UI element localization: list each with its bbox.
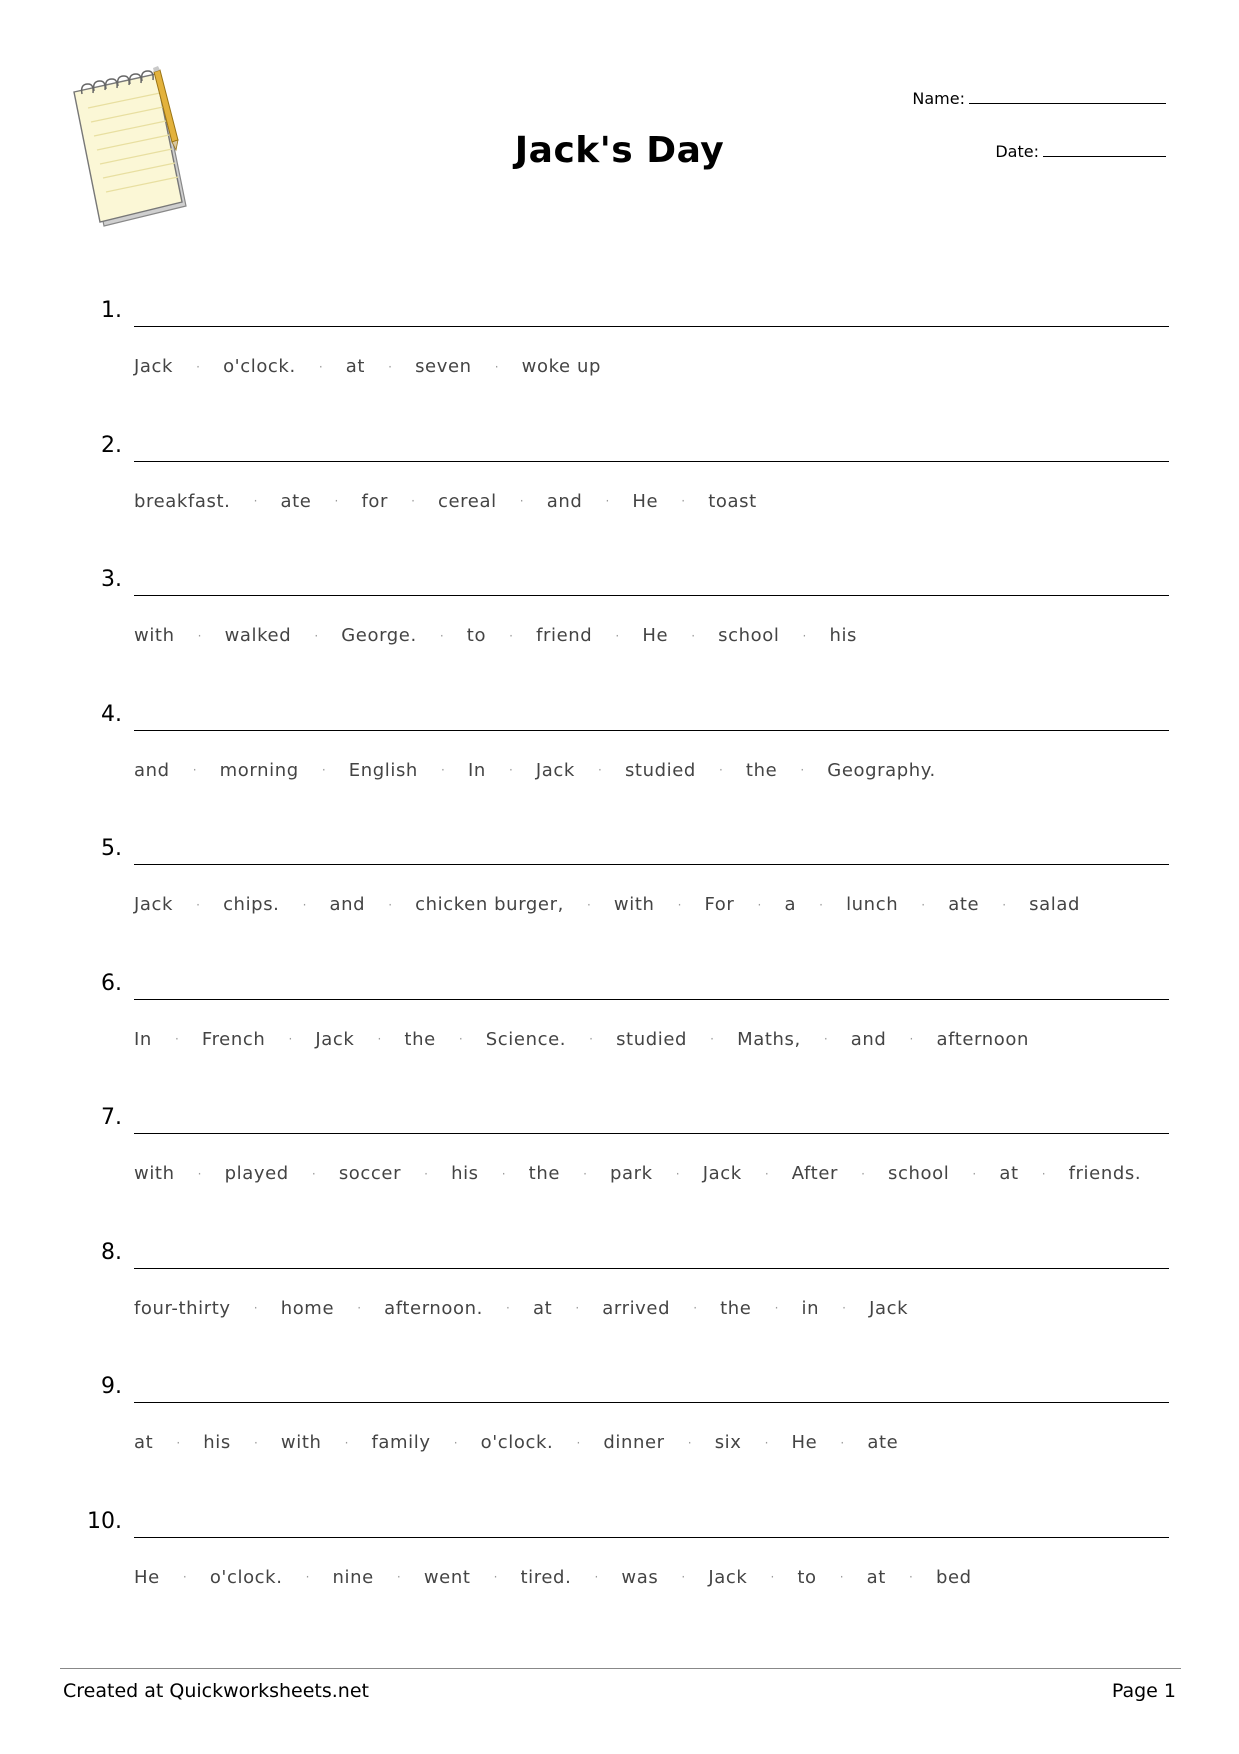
word-separator: · [586, 897, 591, 912]
word-separator: · [318, 359, 323, 374]
word-tile: nine [332, 1566, 374, 1588]
word-tile: family [371, 1432, 431, 1453]
word-separator: · [192, 763, 197, 777]
word-tile: park [610, 1163, 653, 1184]
date-blank[interactable] [1043, 142, 1166, 157]
word-separator: · [1002, 897, 1007, 912]
word-tile: George. [341, 625, 417, 646]
word-separator: · [802, 628, 807, 643]
word-separator: · [182, 1570, 187, 1584]
word-separator: · [861, 1166, 865, 1181]
word-tile: Jack [708, 1566, 748, 1588]
word-tile: for [361, 490, 389, 512]
word-tile: friends. [1068, 1163, 1142, 1184]
word-separator: · [819, 897, 823, 912]
word-tile: with [280, 1432, 322, 1453]
word-tile: For [704, 894, 735, 915]
question-number: 8. [101, 1239, 122, 1265]
answer-line[interactable] [134, 326, 1169, 327]
word-tile: and [850, 1028, 887, 1050]
word-tile: arrived [602, 1297, 671, 1319]
word-separator: · [823, 1032, 828, 1046]
word-separator: · [719, 763, 723, 777]
word-tile: toast [708, 490, 757, 512]
word-separator: · [921, 897, 926, 912]
word-tile: with [134, 625, 175, 646]
answer-line[interactable] [134, 1133, 1169, 1134]
word-separator: · [388, 359, 392, 374]
word-tile: English [348, 759, 418, 781]
scrambled-words [134, 1567, 972, 1588]
word-separator: · [288, 1032, 293, 1046]
question-item [0, 970, 1239, 1107]
word-tile: and [329, 894, 366, 915]
page-number: Page 1 [1111, 1680, 1176, 1702]
word-separator: · [519, 494, 524, 508]
word-separator: · [506, 1301, 510, 1315]
question-item [0, 1107, 1239, 1241]
word-separator: · [605, 494, 610, 508]
word-separator: · [909, 1570, 913, 1584]
word-tile: at [532, 1297, 553, 1319]
scrambled-words [134, 1163, 1141, 1184]
word-tile: Jack [869, 1297, 909, 1319]
word-separator: · [305, 1570, 310, 1584]
word-tile: the [404, 1028, 436, 1050]
word-tile: seven [415, 356, 472, 377]
answer-line[interactable] [134, 730, 1169, 731]
word-tile: at [999, 1163, 1019, 1184]
word-separator: · [197, 1166, 202, 1181]
word-separator: · [757, 897, 762, 912]
word-tile: to [797, 1566, 817, 1588]
question-number: 3. [101, 567, 122, 592]
word-tile: tired. [520, 1566, 572, 1588]
word-tile: Jack [134, 356, 174, 377]
word-tile: Jack [315, 1028, 355, 1050]
question-item [0, 432, 1239, 569]
word-tile: He [632, 490, 659, 512]
word-tile: He [642, 625, 669, 646]
word-separator: · [377, 1032, 382, 1046]
word-separator: · [411, 494, 415, 508]
question-number: 7. [101, 1105, 122, 1130]
word-tile: to [466, 625, 487, 646]
question-number: 9. [101, 1374, 122, 1399]
question-item [0, 1239, 1239, 1376]
word-tile: friend [536, 625, 593, 646]
question-number: 1. [101, 298, 122, 323]
word-tile: six [714, 1432, 742, 1453]
scrambled-words [134, 356, 601, 377]
word-tile: studied [616, 1028, 688, 1050]
word-separator: · [197, 628, 202, 643]
answer-line[interactable] [134, 1268, 1169, 1269]
word-tile: After [791, 1163, 838, 1184]
word-tile: his [451, 1163, 479, 1184]
word-separator: · [453, 1435, 458, 1450]
word-separator: · [677, 897, 682, 912]
word-tile: Science. [485, 1028, 567, 1050]
word-tile: ate [280, 490, 312, 512]
word-separator: · [439, 628, 444, 643]
word-separator: · [764, 1435, 769, 1450]
date-field[interactable] [995, 142, 1166, 161]
word-tile: morning [219, 759, 299, 781]
question-number: 6. [101, 970, 122, 996]
word-tile: in [801, 1297, 820, 1319]
footer-divider [60, 1668, 1181, 1669]
question-number: 5. [101, 836, 122, 861]
question-item [0, 1508, 1239, 1645]
word-separator: · [176, 1435, 181, 1450]
word-separator: · [693, 1301, 698, 1315]
word-tile: Geography. [827, 759, 936, 781]
word-separator: · [388, 897, 393, 912]
word-separator: · [691, 628, 696, 643]
question-number: 2. [101, 432, 122, 458]
word-separator: · [575, 1301, 580, 1315]
word-separator: · [909, 1032, 914, 1046]
word-separator: · [494, 359, 499, 374]
name-field[interactable] [912, 89, 1166, 108]
word-separator: · [501, 1166, 506, 1181]
word-tile: with [613, 894, 655, 915]
word-tile: breakfast. [134, 490, 231, 512]
word-tile: played [224, 1163, 289, 1184]
scrambled-words [134, 894, 1080, 915]
question-item [0, 701, 1239, 838]
word-tile: and [546, 490, 583, 512]
word-separator: · [594, 1570, 599, 1584]
word-tile: Maths, [737, 1028, 801, 1050]
word-tile: home [280, 1297, 335, 1319]
word-separator: · [458, 1032, 463, 1046]
word-separator: · [681, 1570, 686, 1584]
word-tile: at [866, 1566, 886, 1588]
question-item [0, 300, 1239, 434]
word-tile: French [201, 1028, 266, 1050]
word-tile: the [528, 1163, 561, 1184]
word-separator: · [615, 628, 620, 643]
word-separator: · [687, 1435, 692, 1450]
question-number: 10. [87, 1508, 122, 1534]
word-separator: · [839, 1570, 844, 1584]
word-tile: ate [867, 1432, 899, 1453]
word-separator: · [840, 1435, 845, 1450]
word-separator: · [681, 494, 686, 508]
word-separator: · [314, 628, 319, 643]
word-separator: · [311, 1166, 316, 1181]
word-separator: · [493, 1570, 498, 1584]
word-tile: at [134, 1432, 154, 1453]
word-separator: · [424, 1166, 428, 1181]
answer-line[interactable] [134, 1537, 1169, 1538]
word-separator: · [764, 1166, 769, 1181]
word-separator: · [357, 1301, 362, 1315]
word-tile: woke up [521, 356, 602, 377]
word-separator: · [196, 359, 200, 374]
word-tile: afternoon [936, 1028, 1029, 1050]
word-separator: · [253, 1435, 258, 1450]
word-separator: · [508, 763, 513, 777]
worksheet-title: Jack's Day [514, 130, 725, 171]
word-tile: He [791, 1432, 818, 1453]
word-tile: ate [948, 894, 980, 915]
scrambled-words [134, 760, 936, 781]
word-tile: chips. [223, 894, 280, 915]
question-item [0, 569, 1239, 703]
word-tile: o'clock. [480, 1432, 554, 1453]
word-tile: o'clock. [223, 356, 296, 377]
word-tile: o'clock. [209, 1566, 283, 1588]
word-separator: · [321, 763, 326, 777]
word-tile: walked [224, 625, 292, 646]
question-item [0, 838, 1239, 972]
word-tile: a [784, 894, 797, 915]
word-tile: In [134, 1028, 152, 1050]
word-tile: Jack [702, 1163, 742, 1184]
scrambled-words [134, 1298, 908, 1319]
word-tile: his [829, 625, 858, 646]
word-tile: four-thirty [134, 1297, 231, 1319]
word-tile: Jack [535, 759, 575, 781]
word-tile: soccer [338, 1163, 402, 1184]
word-tile: afternoon. [384, 1297, 483, 1319]
word-separator: · [800, 763, 805, 777]
word-separator: · [253, 1301, 258, 1315]
word-tile: went [423, 1566, 471, 1588]
word-tile: He [134, 1566, 160, 1588]
word-tile: salad [1029, 894, 1081, 915]
word-separator: · [710, 1032, 714, 1046]
word-tile: lunch [846, 894, 899, 915]
word-separator: · [583, 1166, 587, 1181]
word-separator: · [576, 1435, 581, 1450]
word-tile: the [745, 759, 778, 781]
word-tile: with [134, 1163, 175, 1184]
word-tile: was [621, 1566, 659, 1588]
word-separator: · [344, 1435, 349, 1450]
word-separator: · [770, 1570, 775, 1584]
word-separator: · [972, 1166, 977, 1181]
word-separator: · [589, 1032, 593, 1046]
word-tile: his [203, 1432, 231, 1453]
scrambled-words [134, 1432, 898, 1453]
answer-line[interactable] [134, 461, 1169, 462]
word-separator: · [598, 763, 602, 777]
answer-line[interactable] [134, 595, 1169, 596]
date-label: Date: [995, 142, 1039, 161]
word-separator: · [175, 1032, 179, 1046]
word-tile: and [134, 759, 170, 781]
word-tile: Jack [134, 894, 174, 915]
footer-credit: Created at Quickworksheets.net [63, 1680, 369, 1702]
question-number: 4. [101, 701, 122, 727]
scrambled-words [134, 1029, 1029, 1050]
answer-line[interactable] [134, 999, 1169, 1000]
word-separator: · [774, 1301, 779, 1315]
word-separator: · [396, 1570, 401, 1584]
name-blank[interactable] [969, 89, 1166, 104]
answer-line[interactable] [134, 864, 1169, 865]
word-tile: school [718, 625, 780, 646]
word-separator: · [253, 494, 258, 508]
word-tile: studied [624, 759, 696, 781]
answer-line[interactable] [134, 1402, 1169, 1403]
word-tile: bed [935, 1566, 972, 1588]
word-separator: · [1041, 1166, 1046, 1181]
word-separator: · [334, 494, 339, 508]
word-separator: · [302, 897, 307, 912]
name-label: Name: [912, 89, 965, 108]
word-tile: In [467, 759, 486, 781]
word-separator: · [675, 1166, 680, 1181]
scrambled-words [134, 491, 757, 512]
word-separator: · [441, 763, 445, 777]
question-item [0, 1376, 1239, 1510]
word-tile: the [720, 1297, 752, 1319]
word-tile: at [345, 356, 366, 377]
word-tile: cereal [438, 490, 497, 512]
word-tile: chicken burger, [415, 894, 564, 915]
word-tile: school [888, 1163, 950, 1184]
scrambled-words [134, 625, 857, 646]
word-tile: dinner [603, 1432, 665, 1453]
word-separator: · [842, 1301, 846, 1315]
word-separator: · [509, 628, 513, 643]
word-separator: · [196, 897, 200, 912]
